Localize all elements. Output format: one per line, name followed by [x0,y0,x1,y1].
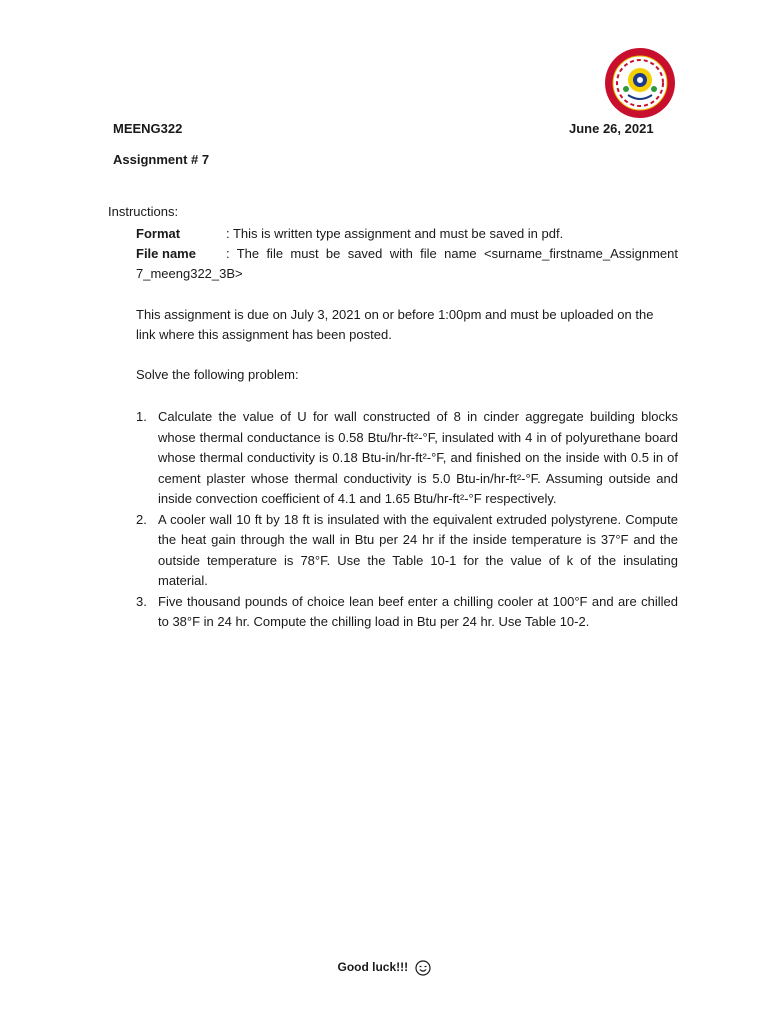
problem-item [136,407,678,510]
problem-item [136,592,678,633]
footer [0,960,768,976]
instruction-filename-row [136,244,678,284]
instruction-format-row [136,224,678,244]
problem-text: A cooler wall 10 ft by 18 ft is insulated with the equivalent extruded polystyrene. Compute the heat gain through the wall in Btu per 24 hr if the inside temperature is 37°F and the outside temperature is 78°F. Use the Table 10-1 for the value of k of the insulating material. [158,511,678,588]
instructions-heading: Instructions: [108,204,179,219]
course-code: MEENG322 [113,121,183,136]
good-luck-text: Good luck!!! [337,960,409,975]
smiley-face-icon [415,960,431,976]
assignment-title: Assignment # 7 [113,152,210,167]
problem-number: 1. [136,409,147,424]
filename-value: : The file must be saved with file name <surname_firstname_Assignment 7_meeng322_3B> [136,246,678,281]
problem-item [136,510,678,592]
problem-number: 3. [136,593,147,609]
document-date: June 26, 2021 [569,121,654,136]
format-value: : This is written type assignment and must be saved in pdf. [226,226,564,241]
problem-text: Five thousand pounds of choice lean beef enter a chilling cooler at 100°F and are chilled to 38°F in 24 hr. Compute the chilling load in Btu per 24 hr. Use Table 10-2. [158,593,678,629]
problem-list [136,407,678,633]
problem-number: 2. [136,511,147,527]
problem-text: Calculate the value of U for wall constructed of 8 in cinder aggregate building blocks whose thermal conductance is 0.58 Btu/hr-ft²-°F, insulated with 4 in of polyurethane board whose thermal conductivity is 0.18 Btu-in/hr-ft²-°F, and finished on the inside with 0.5 in of cement plaster whose thermal conductivity is 5.0 Btu-in/hr-ft²-°F. Assuming outside and inside convection coefficient of 4.1 and 1.65 Btu/hr-ft²-°F respectively. [158,409,678,506]
institute-seal-logo [604,47,676,119]
solve-heading: Solve the following problem: [136,367,299,382]
filename-label: File name [136,246,196,261]
due-date-paragraph: This assignment is due on July 3, 2021 on or before 1:00pm and must be uploaded on the link where this assignment has been posted. [136,307,654,342]
format-label: Format [136,226,181,241]
